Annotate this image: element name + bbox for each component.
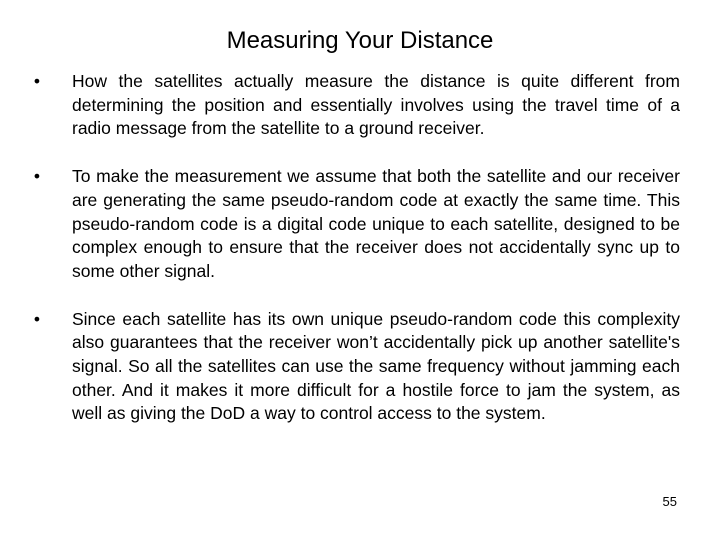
bullet-item: [30, 70, 680, 141]
bullet-text: How the satellites actually measure the distance is quite different from determining the position and essentially involves using the travel time of a radio message from the satellite to a ground receiver.: [72, 71, 680, 139]
bullet-text: To make the measurement we assume that both the satellite and our receiver are generating the same pseudo-random code at exactly the same time. This pseudo-random code is a digital code unique to each satellite, designed to be complex enough to ensure that the receiver does not accidentally sync up to some other signal.: [72, 166, 680, 281]
bullet-item: [30, 165, 680, 284]
bullet-item: [30, 308, 680, 427]
bullet-list: [30, 70, 680, 426]
page-number: 55: [662, 494, 677, 509]
bullet-marker: •: [33, 71, 41, 91]
slide-title: Measuring Your Distance: [226, 27, 494, 54]
bullet-text: Since each satellite has its own unique pseudo-random code this complexity also guarantees that the receiver won’t accidentally pick up another satellite's signal. So all the satellites can use the same frequency without jamming each other. And it makes it more difficult for a hostile force to jam the system, as well as giving the DoD a way to control access to the system.: [72, 308, 680, 424]
bullet-marker: •: [33, 166, 41, 187]
bullet-marker: •: [33, 308, 41, 329]
